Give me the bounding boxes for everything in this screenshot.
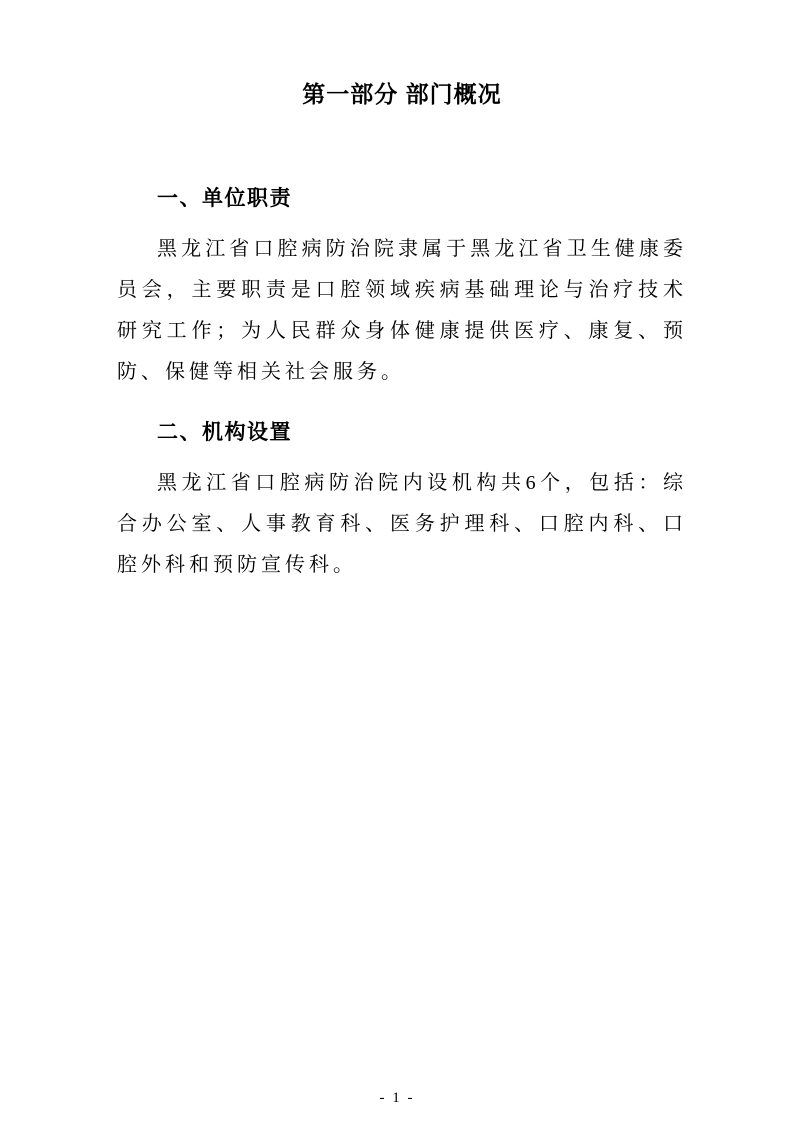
section-1-paragraph: 黑龙江省口腔病防治院隶属于黑龙江省卫生健康委员会，主要职责是口腔领域疾病基础理论与治疗技术研究工作；为人民群众身体健康提供医疗、康复、预防、保健等相关社会服务。 bbox=[117, 238, 687, 383]
document-title: 第一部分 部门概况 bbox=[302, 81, 502, 107]
section-org-setup bbox=[117, 419, 687, 586]
page-number: - 1 - bbox=[379, 1090, 415, 1106]
section-2-paragraph: 黑龙江省口腔病防治院内设机构共6个，包括：综合办公室、人事教育科、医务护理科、口腔内科、口腔外科和预防宣传科。 bbox=[117, 472, 687, 576]
section-2-heading: 二、机构设置 bbox=[157, 421, 292, 444]
page-footer bbox=[0, 1090, 794, 1107]
section-unit-duties bbox=[117, 185, 687, 393]
section-1-heading: 一、单位职责 bbox=[157, 187, 292, 210]
